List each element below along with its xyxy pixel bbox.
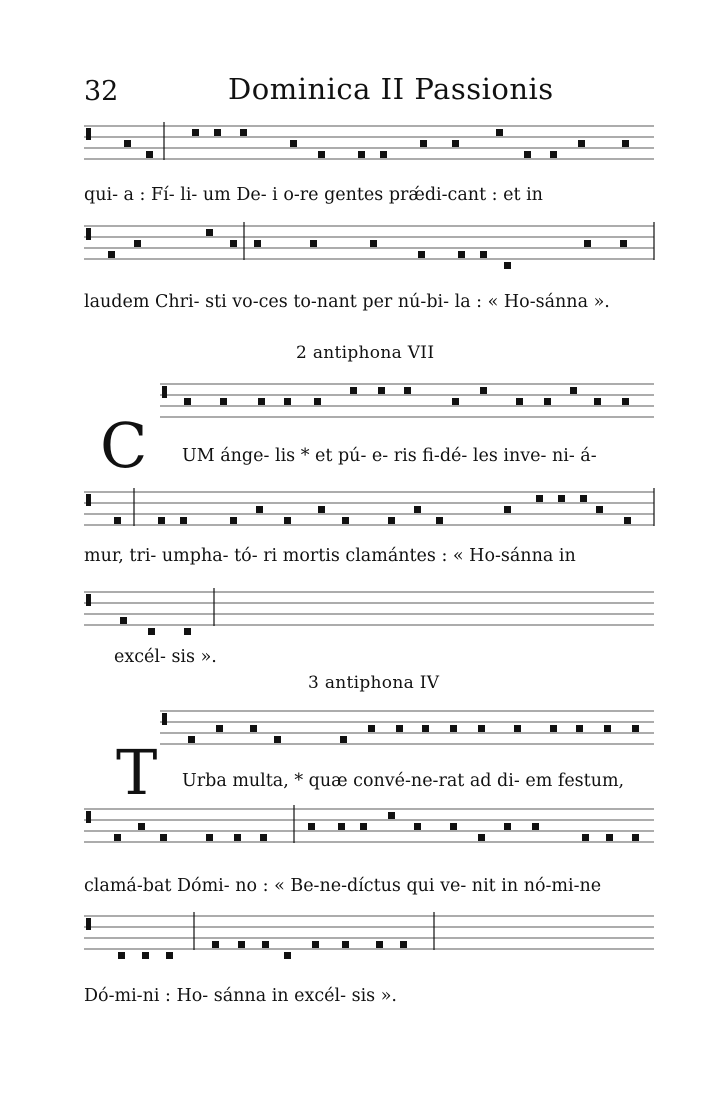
neume-note <box>450 823 457 830</box>
neume-note <box>342 941 349 948</box>
music-staff <box>84 488 654 528</box>
neume-note <box>388 812 395 819</box>
music-staff <box>84 222 654 262</box>
neume-note <box>206 229 213 236</box>
neume-note <box>114 834 121 841</box>
neume-note <box>516 398 523 405</box>
neume-note <box>148 628 155 635</box>
neume-note <box>290 140 297 147</box>
lyrics-line: Urba multa, * quæ convé-ne-rat ad di- em festum, <box>182 771 625 791</box>
neume-note <box>550 151 557 158</box>
neume-note <box>404 387 411 394</box>
neume-note <box>596 506 603 513</box>
clef-mark <box>162 713 167 725</box>
neume-note <box>422 725 429 732</box>
neume-note <box>312 941 319 948</box>
music-staff <box>84 805 654 845</box>
neume-note <box>576 725 583 732</box>
page-number: 32 <box>84 76 119 107</box>
neume-note <box>254 240 261 247</box>
neume-note <box>622 140 629 147</box>
neume-note <box>220 398 227 405</box>
neume-note <box>604 725 611 732</box>
neume-note <box>108 251 115 258</box>
neume-note <box>396 725 403 732</box>
neume-note <box>480 387 487 394</box>
lyrics-line: clamá-bat Dómi- no : « Be-ne-díctus qui ve- nit in nó-mi-ne <box>84 876 602 896</box>
neume-note <box>308 823 315 830</box>
neume-note <box>114 517 121 524</box>
neume-note <box>284 517 291 524</box>
neume-note <box>550 725 557 732</box>
neume-note <box>284 952 291 959</box>
neume-note <box>452 140 459 147</box>
neume-note <box>450 725 457 732</box>
neume-note <box>142 952 149 959</box>
neume-note <box>358 151 365 158</box>
clef-mark <box>86 811 91 823</box>
neume-note <box>342 517 349 524</box>
neume-note <box>496 129 503 136</box>
neume-note <box>238 941 245 948</box>
neume-note <box>206 834 213 841</box>
neume-note <box>414 823 421 830</box>
staff-lines <box>84 805 654 851</box>
neume-note <box>284 398 291 405</box>
neume-note <box>632 725 639 732</box>
staff-lines <box>160 707 654 753</box>
neume-note <box>418 251 425 258</box>
neume-note <box>212 941 219 948</box>
neume-note <box>166 952 173 959</box>
lyrics-line: qui- a : Fí- li- um De- i o-re gentes prǽdi-cant : et in <box>84 185 543 205</box>
music-staff <box>84 912 654 952</box>
neume-note <box>582 834 589 841</box>
neume-note <box>368 725 375 732</box>
staff-lines <box>84 122 654 168</box>
clef-mark <box>86 494 91 506</box>
staff-lines <box>84 222 654 268</box>
neume-note <box>606 834 613 841</box>
lyrics-line: excél- sis ». <box>114 647 217 667</box>
neume-note <box>452 398 459 405</box>
neume-note <box>624 517 631 524</box>
clef-mark <box>86 594 91 606</box>
neume-note <box>314 398 321 405</box>
lyrics-line: Dó-mi-ni : Ho- sánna in excél- sis ». <box>84 986 397 1006</box>
neume-note <box>260 834 267 841</box>
antiphon-heading: 3 antiphona IV <box>308 673 440 693</box>
antiphon-heading: 2 antiphona VII <box>296 343 435 363</box>
neume-note <box>258 398 265 405</box>
neume-note <box>436 517 443 524</box>
neume-note <box>184 628 191 635</box>
neume-note <box>134 240 141 247</box>
drop-cap-initial: C <box>100 409 148 482</box>
neume-note <box>380 151 387 158</box>
neume-note <box>620 240 627 247</box>
neume-note <box>532 823 539 830</box>
music-staff <box>160 380 654 420</box>
neume-note <box>318 506 325 513</box>
neume-note <box>230 517 237 524</box>
neume-note <box>338 823 345 830</box>
neume-note <box>250 725 257 732</box>
neume-note <box>216 725 223 732</box>
lyrics-line: laudem Chri- sti vo-ces to-nant per nú-bi- la : « Ho-sánna ». <box>84 292 610 312</box>
neume-note <box>544 398 551 405</box>
neume-note <box>124 140 131 147</box>
neume-note <box>146 151 153 158</box>
drop-cap-initial: T <box>116 736 158 809</box>
neume-note <box>370 240 377 247</box>
neume-note <box>138 823 145 830</box>
staff-lines <box>160 380 654 426</box>
neume-note <box>584 240 591 247</box>
neume-note <box>480 251 487 258</box>
clef-mark <box>86 128 91 140</box>
neume-note <box>578 140 585 147</box>
neume-note <box>414 506 421 513</box>
neume-note <box>230 240 237 247</box>
neume-note <box>274 736 281 743</box>
staff-lines <box>84 488 654 534</box>
music-staff <box>160 707 654 747</box>
neume-note <box>570 387 577 394</box>
neume-note <box>256 506 263 513</box>
lyrics-line: mur, tri- umpha- tó- ri mortis clamántes : « Ho-sánna in <box>84 546 576 566</box>
neume-note <box>580 495 587 502</box>
neume-note <box>632 834 639 841</box>
clef-mark <box>86 918 91 930</box>
page-title: Dominica II Passionis <box>228 72 554 106</box>
neume-note <box>478 725 485 732</box>
neume-note <box>160 834 167 841</box>
lyrics-line: UM ánge- lis * et pú- e- ris fi-dé- les inve- ni- á- <box>182 446 597 466</box>
neume-note <box>400 941 407 948</box>
neume-note <box>524 151 531 158</box>
neume-note <box>350 387 357 394</box>
neume-note <box>118 952 125 959</box>
neume-note <box>192 129 199 136</box>
neume-note <box>318 151 325 158</box>
neume-note <box>234 834 241 841</box>
clef-mark <box>162 386 167 398</box>
neume-note <box>594 398 601 405</box>
neume-note <box>214 129 221 136</box>
neume-note <box>360 823 367 830</box>
neume-note <box>180 517 187 524</box>
staff-lines <box>84 912 654 958</box>
neume-note <box>376 941 383 948</box>
neume-note <box>458 251 465 258</box>
neume-note <box>188 736 195 743</box>
neume-note <box>504 823 511 830</box>
music-staff <box>84 122 654 162</box>
neume-note <box>158 517 165 524</box>
neume-note <box>558 495 565 502</box>
neume-note <box>310 240 317 247</box>
staff-lines <box>84 588 654 634</box>
neume-note <box>378 387 385 394</box>
neume-note <box>120 617 127 624</box>
neume-note <box>536 495 543 502</box>
neume-note <box>420 140 427 147</box>
neume-note <box>622 398 629 405</box>
neume-note <box>514 725 521 732</box>
neume-note <box>184 398 191 405</box>
music-staff <box>84 588 654 628</box>
neume-note <box>504 262 511 269</box>
neume-note <box>388 517 395 524</box>
neume-note <box>240 129 247 136</box>
neume-note <box>262 941 269 948</box>
neume-note <box>340 736 347 743</box>
neume-note <box>478 834 485 841</box>
clef-mark <box>86 228 91 240</box>
neume-note <box>504 506 511 513</box>
